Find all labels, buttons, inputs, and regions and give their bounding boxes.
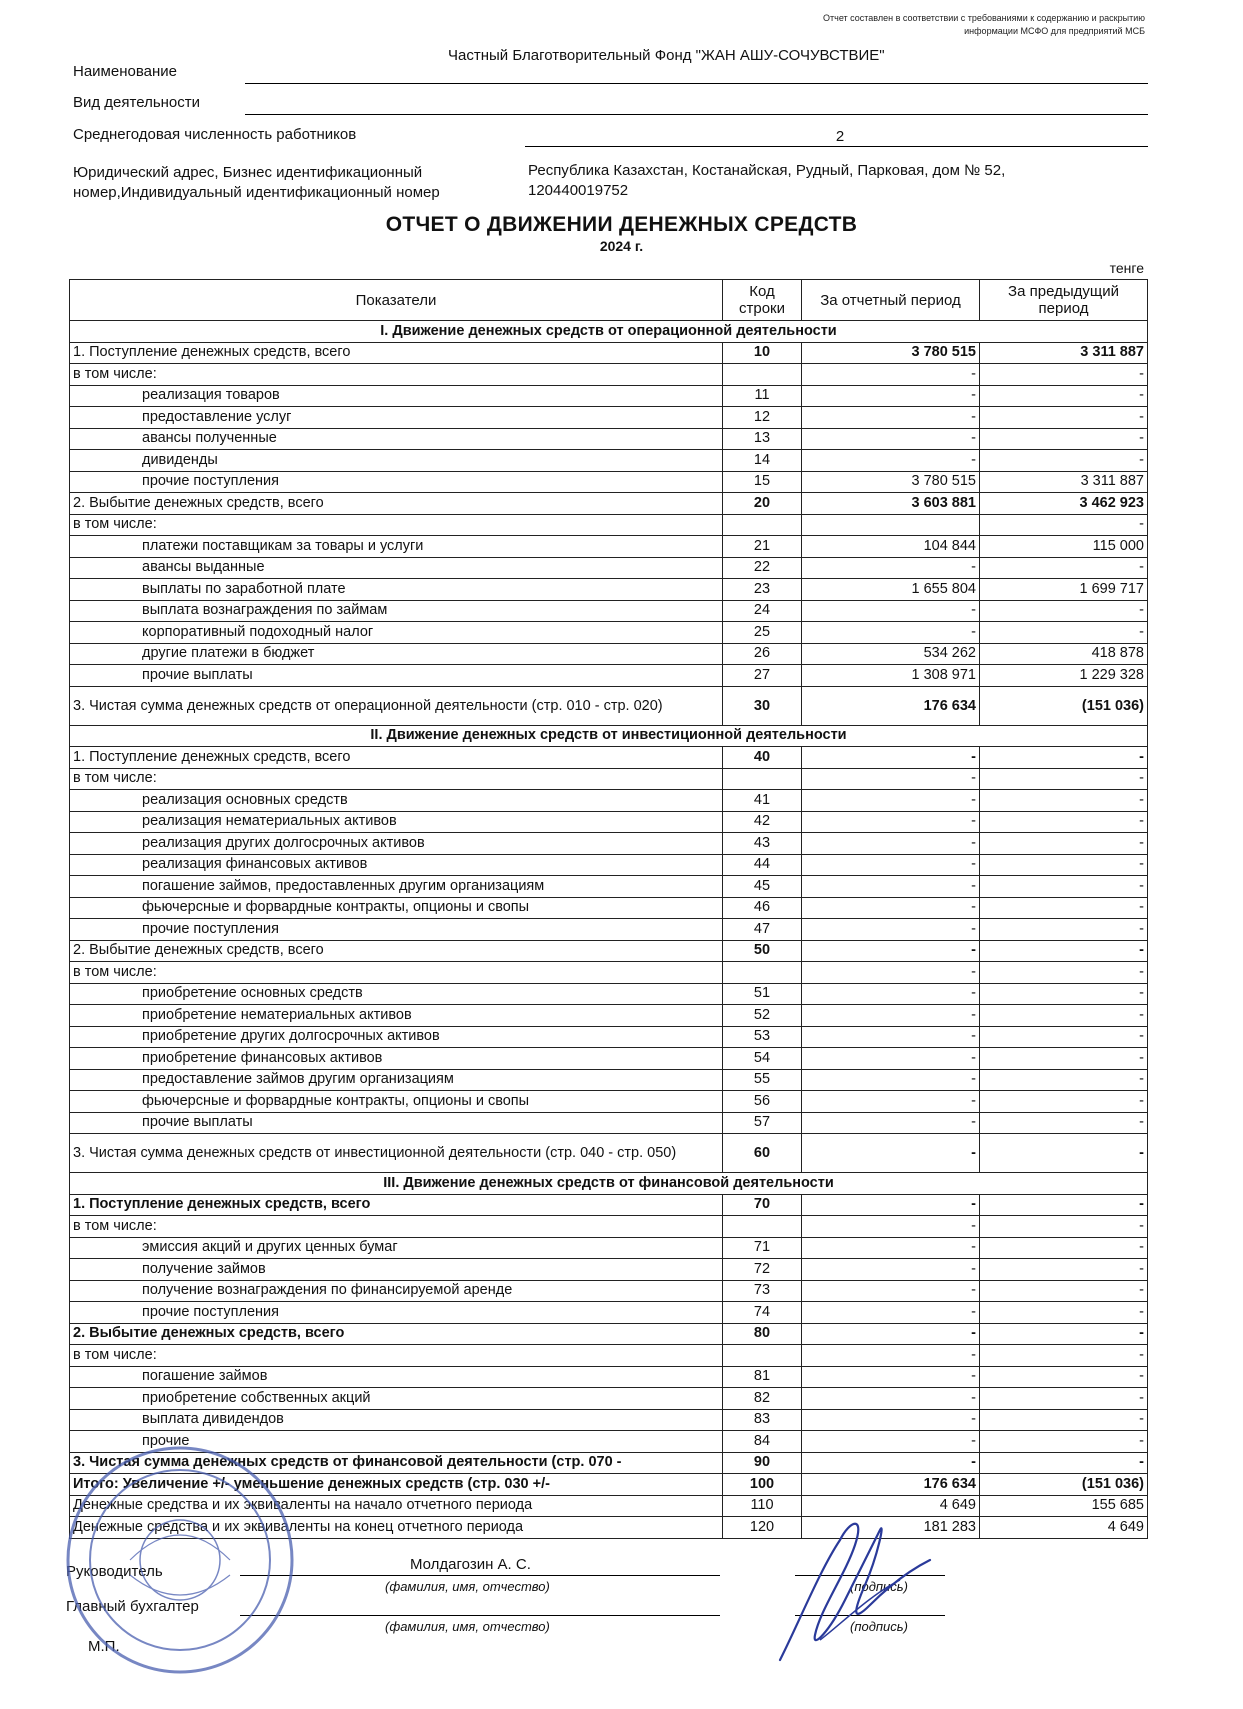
row-label: получение вознаграждения по финансируемой аренде	[70, 1280, 723, 1302]
row-label: в том числе:	[70, 768, 723, 790]
row-current-value: -	[802, 790, 980, 812]
row-previous-value: -	[980, 1280, 1148, 1302]
accountant-fio-hint: (фамилия, имя, отчество)	[385, 1619, 550, 1634]
row-current-value: -	[802, 1026, 980, 1048]
row-label: выплата вознаграждения по займам	[70, 600, 723, 622]
row-previous-value: -	[980, 385, 1148, 407]
table-row	[70, 536, 1148, 558]
row-current-value: -	[802, 919, 980, 941]
row-label: реализация товаров	[70, 385, 723, 407]
row-current-value: -	[802, 833, 980, 855]
row-previous-value: 155 685	[980, 1495, 1148, 1517]
table-row	[70, 854, 1148, 876]
row-code: 43	[723, 833, 802, 855]
table-row	[70, 686, 1148, 725]
section-header-row	[70, 321, 1148, 343]
org-name: Частный Благотворительный Фонд "ЖАН АШУ-СОЧУВСТВИЕ"	[448, 47, 885, 64]
row-current-value: -	[802, 557, 980, 579]
head-label: Руководитель	[66, 1563, 163, 1580]
row-previous-value: -	[980, 622, 1148, 644]
table-row	[70, 811, 1148, 833]
address-label: Юридический адрес, Бизнес идентификационный номер,Индивидуальный идентификационный номер	[73, 164, 440, 201]
row-label: предоставление займов другим организациям	[70, 1069, 723, 1091]
row-code: 10	[723, 342, 802, 364]
row-label: Итого: Увеличение +/- уменьшение денежных средств (стр. 030 +/-	[70, 1474, 723, 1496]
row-code	[723, 364, 802, 386]
row-current-value: -	[802, 854, 980, 876]
table-row	[70, 790, 1148, 812]
row-current-value: -	[802, 897, 980, 919]
row-previous-value: 3 462 923	[980, 493, 1148, 515]
name-label: Наименование	[73, 63, 177, 80]
row-code: 54	[723, 1048, 802, 1070]
row-previous-value: -	[980, 1452, 1148, 1474]
row-code: 40	[723, 747, 802, 769]
workers-label: Среднегодовая численность работников	[73, 126, 357, 143]
row-current-value: -	[802, 600, 980, 622]
row-code: 30	[723, 686, 802, 725]
row-current-value: -	[802, 1005, 980, 1027]
table-row	[70, 1409, 1148, 1431]
row-code: 90	[723, 1452, 802, 1474]
row-previous-value: -	[980, 450, 1148, 472]
report-title: ОТЧЕТ О ДВИЖЕНИИ ДЕНЕЖНЫХ СРЕДСТВ	[385, 213, 858, 236]
row-code	[723, 768, 802, 790]
table-row	[70, 1026, 1148, 1048]
accountant-label: Главный бухгалтер	[66, 1598, 199, 1615]
table-row	[70, 665, 1148, 687]
row-code: 74	[723, 1302, 802, 1324]
row-previous-value: -	[980, 1345, 1148, 1367]
row-label: фьючерсные и форвардные контракты, опционы и свопы	[70, 1091, 723, 1113]
row-code: 70	[723, 1194, 802, 1216]
row-previous-value: -	[980, 940, 1148, 962]
row-label: прочие выплаты	[70, 665, 723, 687]
compliance-note: Отчет составлен в соответствии с требованиями к содержанию и раскрытию информации МСФО для предприятий МСБ	[823, 13, 1145, 36]
row-label: выплата дивидендов	[70, 1409, 723, 1431]
table-row	[70, 1069, 1148, 1091]
row-previous-value: -	[980, 811, 1148, 833]
row-current-value: 104 844	[802, 536, 980, 558]
row-code: 11	[723, 385, 802, 407]
table-row	[70, 600, 1148, 622]
row-label: реализация других долгосрочных активов	[70, 833, 723, 855]
row-current-value: -	[802, 1280, 980, 1302]
row-label: эмиссия акций и других ценных бумаг	[70, 1237, 723, 1259]
workers-value: 2	[835, 128, 845, 145]
row-previous-value: -	[980, 919, 1148, 941]
table-row	[70, 385, 1148, 407]
row-current-value: -	[802, 364, 980, 386]
row-previous-value: -	[980, 962, 1148, 984]
row-code: 50	[723, 940, 802, 962]
row-current-value: -	[802, 1409, 980, 1431]
row-code: 42	[723, 811, 802, 833]
row-label: 2. Выбытие денежных средств, всего	[70, 493, 723, 515]
signature-scribble	[760, 1500, 940, 1670]
row-previous-value: -	[980, 1026, 1148, 1048]
col-current-header: За отчетный период	[802, 280, 980, 321]
row-current-value: -	[802, 1345, 980, 1367]
row-previous-value: -	[980, 600, 1148, 622]
row-code: 15	[723, 471, 802, 493]
row-current-value: -	[802, 1048, 980, 1070]
row-current-value: -	[802, 768, 980, 790]
row-code: 60	[723, 1134, 802, 1173]
row-code: 80	[723, 1323, 802, 1345]
table-row	[70, 407, 1148, 429]
table-row	[70, 1302, 1148, 1324]
row-previous-value: -	[980, 364, 1148, 386]
row-label: предоставление услуг	[70, 407, 723, 429]
row-label: в том числе:	[70, 514, 723, 536]
row-previous-value: -	[980, 1005, 1148, 1027]
table-row	[70, 493, 1148, 515]
row-current-value: -	[802, 1134, 980, 1173]
row-code	[723, 1345, 802, 1367]
row-current-value: 3 780 515	[802, 342, 980, 364]
row-label: выплаты по заработной плате	[70, 579, 723, 601]
name-underline	[245, 83, 1148, 84]
row-label: получение займов	[70, 1259, 723, 1281]
row-previous-value: -	[980, 407, 1148, 429]
row-previous-value: -	[980, 1194, 1148, 1216]
col-previous-header: За предыдущий период	[980, 280, 1148, 321]
row-previous-value: 1 229 328	[980, 665, 1148, 687]
row-code	[723, 962, 802, 984]
table-row	[70, 622, 1148, 644]
row-label: прочие	[70, 1431, 723, 1453]
row-current-value: -	[802, 1323, 980, 1345]
row-previous-value: -	[980, 1069, 1148, 1091]
row-code: 71	[723, 1237, 802, 1259]
row-code: 83	[723, 1409, 802, 1431]
row-current-value: -	[802, 1302, 980, 1324]
row-code: 120	[723, 1517, 802, 1539]
row-label: дивиденды	[70, 450, 723, 472]
row-code: 23	[723, 579, 802, 601]
table-row	[70, 1134, 1148, 1173]
table-row	[70, 471, 1148, 493]
row-previous-value: -	[980, 833, 1148, 855]
table-row	[70, 919, 1148, 941]
row-label: приобретение других долгосрочных активов	[70, 1026, 723, 1048]
cash-flow-table	[69, 279, 1148, 1539]
row-current-value: -	[802, 1366, 980, 1388]
row-code: 81	[723, 1366, 802, 1388]
activity-label: Вид деятельности	[73, 94, 201, 111]
row-code: 27	[723, 665, 802, 687]
row-code	[723, 1216, 802, 1238]
table-row	[70, 747, 1148, 769]
table-row	[70, 1259, 1148, 1281]
row-current-value: 181 283	[802, 1517, 980, 1539]
row-previous-value: 3 311 887	[980, 342, 1148, 364]
col-code-header: Код строки	[723, 280, 802, 321]
row-previous-value: -	[980, 983, 1148, 1005]
row-code: 56	[723, 1091, 802, 1113]
accountant-fio-line	[240, 1615, 720, 1616]
row-current-value: -	[802, 1237, 980, 1259]
row-previous-value: -	[980, 1237, 1148, 1259]
head-sign-hint: (подпись)	[850, 1579, 908, 1594]
row-previous-value: -	[980, 1388, 1148, 1410]
table-row	[70, 1345, 1148, 1367]
row-code	[723, 514, 802, 536]
table-row	[70, 364, 1148, 386]
row-previous-value: -	[980, 1366, 1148, 1388]
row-code: 13	[723, 428, 802, 450]
row-current-value: -	[802, 811, 980, 833]
head-name: Молдагозин А. С.	[410, 1556, 531, 1573]
head-fio-line	[240, 1575, 720, 1576]
row-previous-value: (151 036)	[980, 686, 1148, 725]
table-row	[70, 1323, 1148, 1345]
row-current-value: 176 634	[802, 686, 980, 725]
row-label: прочие поступления	[70, 471, 723, 493]
table-row	[70, 1388, 1148, 1410]
row-previous-value: -	[980, 747, 1148, 769]
row-label: 3. Чистая сумма денежных средств от инвестиционной деятельности (стр. 040 - стр. 050)	[70, 1134, 723, 1173]
table-row	[70, 962, 1148, 984]
table-row	[70, 579, 1148, 601]
row-current-value: -	[802, 1069, 980, 1091]
row-label: 1. Поступление денежных средств, всего	[70, 342, 723, 364]
row-code: 21	[723, 536, 802, 558]
row-current-value: -	[802, 876, 980, 898]
row-label: фьючерсные и форвардные контракты, опционы и свопы	[70, 897, 723, 919]
row-previous-value: -	[980, 1091, 1148, 1113]
row-label: корпоративный подоходный налог	[70, 622, 723, 644]
row-previous-value: -	[980, 768, 1148, 790]
row-previous-value: -	[980, 514, 1148, 536]
row-code: 44	[723, 854, 802, 876]
row-label: Денежные средства и их эквиваленты на начало отчетного периода	[70, 1495, 723, 1517]
row-current-value: -	[802, 1091, 980, 1113]
row-label: авансы полученные	[70, 428, 723, 450]
row-label: в том числе:	[70, 962, 723, 984]
row-label: приобретение собственных акций	[70, 1388, 723, 1410]
row-label: приобретение основных средств	[70, 983, 723, 1005]
row-previous-value: -	[980, 790, 1148, 812]
row-current-value: -	[802, 1388, 980, 1410]
row-label: Денежные средства и их эквиваленты на конец отчетного периода	[70, 1517, 723, 1539]
row-label: 2. Выбытие денежных средств, всего	[70, 940, 723, 962]
row-code: 53	[723, 1026, 802, 1048]
row-current-value: 176 634	[802, 1474, 980, 1496]
row-code: 110	[723, 1495, 802, 1517]
row-previous-value: -	[980, 854, 1148, 876]
row-current-value: -	[802, 940, 980, 962]
row-label: 2. Выбытие денежных средств, всего	[70, 1323, 723, 1345]
row-current-value: -	[802, 983, 980, 1005]
table-row	[70, 897, 1148, 919]
row-label: авансы выданные	[70, 557, 723, 579]
row-label: 1. Поступление денежных средств, всего	[70, 747, 723, 769]
row-current-value: -	[802, 428, 980, 450]
row-current-value: -	[802, 407, 980, 429]
table-row	[70, 1091, 1148, 1113]
row-code: 47	[723, 919, 802, 941]
row-current-value: -	[802, 1216, 980, 1238]
row-previous-value: -	[980, 1323, 1148, 1345]
row-label: 1. Поступление денежных средств, всего	[70, 1194, 723, 1216]
row-previous-value: -	[980, 557, 1148, 579]
head-fio-hint: (фамилия, имя, отчество)	[385, 1579, 550, 1594]
table-row	[70, 557, 1148, 579]
table-row	[70, 768, 1148, 790]
row-label: в том числе:	[70, 1345, 723, 1367]
row-label: погашение займов, предоставленных другим организациям	[70, 876, 723, 898]
row-code: 25	[723, 622, 802, 644]
row-previous-value: (151 036)	[980, 1474, 1148, 1496]
row-code: 100	[723, 1474, 802, 1496]
row-label: реализация основных средств	[70, 790, 723, 812]
row-code: 24	[723, 600, 802, 622]
table-row	[70, 1216, 1148, 1238]
table-row	[70, 450, 1148, 472]
row-code: 51	[723, 983, 802, 1005]
table-row	[70, 514, 1148, 536]
row-previous-value: -	[980, 428, 1148, 450]
row-current-value: 3 603 881	[802, 493, 980, 515]
row-code: 82	[723, 1388, 802, 1410]
stamp-label: М.П.	[88, 1638, 120, 1655]
table-row	[70, 876, 1148, 898]
row-label: 3. Чистая сумма денежных средств от финансовой деятельности (стр. 070 -	[70, 1452, 723, 1474]
workers-underline	[525, 146, 1148, 147]
row-code: 12	[723, 407, 802, 429]
section-title: III. Движение денежных средств от финансовой деятельности	[70, 1173, 1148, 1195]
row-label: в том числе:	[70, 364, 723, 386]
row-code: 22	[723, 557, 802, 579]
row-current-value: 3 780 515	[802, 471, 980, 493]
row-code: 45	[723, 876, 802, 898]
row-current-value: -	[802, 747, 980, 769]
table-row	[70, 1112, 1148, 1134]
row-previous-value: -	[980, 1112, 1148, 1134]
table-row	[70, 1194, 1148, 1216]
row-previous-value: -	[980, 1431, 1148, 1453]
col-indicator-header: Показатели	[70, 280, 723, 321]
table-row	[70, 1005, 1148, 1027]
row-code: 20	[723, 493, 802, 515]
row-current-value: 534 262	[802, 643, 980, 665]
row-current-value: -	[802, 962, 980, 984]
row-code: 84	[723, 1431, 802, 1453]
row-previous-value: -	[980, 1302, 1148, 1324]
section-header-row	[70, 725, 1148, 747]
report-year: 2024 г.	[599, 238, 644, 254]
table-row	[70, 983, 1148, 1005]
row-previous-value: -	[980, 1216, 1148, 1238]
section-title: I. Движение денежных средств от операционной деятельности	[70, 321, 1148, 343]
currency-label: тенге	[1109, 260, 1144, 276]
row-previous-value: 115 000	[980, 536, 1148, 558]
row-previous-value: -	[980, 897, 1148, 919]
row-code: 14	[723, 450, 802, 472]
section-title: II. Движение денежных средств от инвестиционной деятельности	[70, 725, 1148, 747]
table-row	[70, 940, 1148, 962]
row-current-value: 4 649	[802, 1495, 980, 1517]
table-row	[70, 342, 1148, 364]
row-current-value: -	[802, 1259, 980, 1281]
row-previous-value: -	[980, 1259, 1148, 1281]
row-label: прочие выплаты	[70, 1112, 723, 1134]
row-label: прочие поступления	[70, 919, 723, 941]
row-current-value: -	[802, 622, 980, 644]
row-label: приобретение финансовых активов	[70, 1048, 723, 1070]
row-label: 3. Чистая сумма денежных средств от операционной деятельности (стр. 010 - стр. 020)	[70, 686, 723, 725]
row-label: в том числе:	[70, 1216, 723, 1238]
table-row	[70, 1280, 1148, 1302]
row-previous-value: 4 649	[980, 1517, 1148, 1539]
row-previous-value: -	[980, 876, 1148, 898]
activity-underline	[245, 114, 1148, 115]
row-label: приобретение нематериальных активов	[70, 1005, 723, 1027]
table-row	[70, 1048, 1148, 1070]
row-code: 26	[723, 643, 802, 665]
accountant-sign-hint: (подпись)	[850, 1619, 908, 1634]
section-header-row	[70, 1173, 1148, 1195]
table-row	[70, 428, 1148, 450]
row-label: погашение займов	[70, 1366, 723, 1388]
row-previous-value: 418 878	[980, 643, 1148, 665]
row-code: 52	[723, 1005, 802, 1027]
row-previous-value: -	[980, 1048, 1148, 1070]
row-current-value: -	[802, 450, 980, 472]
row-label: реализация финансовых активов	[70, 854, 723, 876]
row-current-value: -	[802, 1194, 980, 1216]
address-value: Республика Казахстан, Костанайская, Рудный, Парковая, дом № 52, 120440019752	[528, 162, 1006, 199]
row-code: 72	[723, 1259, 802, 1281]
row-previous-value: 3 311 887	[980, 471, 1148, 493]
row-code: 55	[723, 1069, 802, 1091]
row-current-value: -	[802, 385, 980, 407]
table-row	[70, 833, 1148, 855]
table-row	[70, 643, 1148, 665]
table-row	[70, 1237, 1148, 1259]
row-current-value: 1 655 804	[802, 579, 980, 601]
row-code: 46	[723, 897, 802, 919]
row-label: платежи поставщикам за товары и услуги	[70, 536, 723, 558]
row-previous-value: -	[980, 1409, 1148, 1431]
row-code: 57	[723, 1112, 802, 1134]
row-current-value: 1 308 971	[802, 665, 980, 687]
row-label: другие платежи в бюджет	[70, 643, 723, 665]
organization-stamp	[60, 1440, 300, 1680]
row-previous-value: -	[980, 1134, 1148, 1173]
row-current-value: -	[802, 1452, 980, 1474]
row-code: 73	[723, 1280, 802, 1302]
row-previous-value: 1 699 717	[980, 579, 1148, 601]
row-current-value: -	[802, 1431, 980, 1453]
row-label: реализация нематериальных активов	[70, 811, 723, 833]
row-code: 41	[723, 790, 802, 812]
row-label: прочие поступления	[70, 1302, 723, 1324]
row-current-value: -	[802, 1112, 980, 1134]
table-row	[70, 1366, 1148, 1388]
row-current-value	[802, 514, 980, 536]
